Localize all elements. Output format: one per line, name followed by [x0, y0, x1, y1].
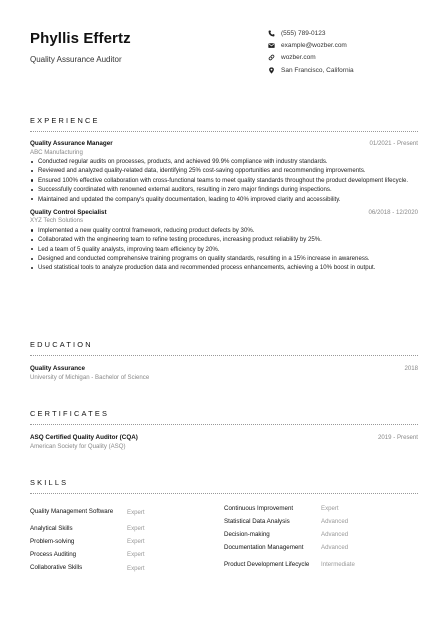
education-entry	[30, 365, 418, 381]
email-icon	[268, 42, 275, 49]
skill-name: Quality Management Software	[30, 508, 114, 516]
skill-name: Collaborative Skills	[30, 564, 83, 572]
list-item: Reviewed and analyzed quality-related data, identifying 25% cost-saving opportunities and recommending improvements.	[30, 167, 418, 174]
list-item: Designed and conducted comprehensive training programs on quality standards, resulting in a 15% increase in awareness.	[30, 255, 418, 262]
list-item: Ensured 100% effective collaboration with cross-functional teams to meet quality standards throughout the product development lifecycle.	[30, 177, 418, 184]
experience-title: EXPERIENCE	[30, 116, 100, 125]
candidate-role: Quality Assurance Auditor	[30, 55, 122, 64]
certificates-title: CERTIFICATES	[30, 409, 110, 418]
education-section	[30, 340, 418, 381]
skill-name: Decision-making	[224, 531, 270, 539]
certificate-issuer: American Society for Quality (ASQ)	[30, 442, 126, 450]
skill-row	[224, 541, 418, 554]
education-school: University of Michigan - Bachelor of Science	[30, 373, 150, 381]
list-item: Maintained and updated the company's quality documentation, leading to 40% improved clarity and accessibility.	[30, 196, 418, 203]
list-item: Led a team of 5 quality analysts, improving team efficiency by 20%.	[30, 246, 418, 253]
certificate-dates: 2019 - Present	[378, 434, 418, 441]
contact-website	[268, 52, 448, 64]
job-dates: 01/2021 - Present	[369, 140, 418, 147]
education-divider	[30, 355, 418, 356]
job-title: Quality Assurance Manager	[30, 140, 113, 147]
certificates-divider	[30, 424, 418, 425]
skill-level: Expert	[127, 551, 145, 559]
skill-row	[30, 548, 224, 561]
skill-row	[30, 502, 224, 522]
skill-name: Analytical Skills	[30, 524, 73, 532]
list-item: Successfully coordinated with renowned external auditors, resulting in zero major findings during inspections.	[30, 186, 418, 193]
contact-location	[268, 64, 448, 76]
education-degree: Quality Assurance	[30, 365, 86, 372]
skill-row	[224, 502, 418, 515]
contact-phone-text: (555) 789-0123	[281, 29, 326, 37]
contact-email-text: example@wozber.com	[281, 41, 347, 49]
skill-row	[30, 535, 224, 548]
education-title: EDUCATION	[30, 340, 93, 349]
skills-grid	[30, 502, 418, 575]
skill-name: Documentation Management	[224, 544, 304, 552]
skill-level: Expert	[127, 538, 145, 546]
skills-divider	[30, 493, 418, 494]
certificate-entry	[30, 434, 418, 450]
skill-level: Advanced	[321, 531, 349, 539]
skill-name: Continuous Improvement	[224, 504, 294, 512]
contact-block	[268, 27, 448, 76]
list-item: Conducted regular audits on processes, products, and achieved 99.9% compliance with industry standards.	[30, 158, 418, 165]
skill-row	[224, 515, 418, 528]
contact-email	[268, 39, 448, 51]
link-icon	[268, 54, 275, 61]
certificate-name: ASQ Certified Quality Auditor (CQA)	[30, 434, 138, 441]
skill-row	[224, 528, 418, 541]
job-company: XYZ Tech Solutions	[30, 217, 84, 225]
list-item: Used statistical tools to analyze production data and recommended process enhancements, achieving a 10% boost in output.	[30, 264, 418, 271]
phone-icon	[268, 30, 275, 37]
job-dates: 06/2018 - 12/2020	[368, 208, 418, 216]
skill-level: Expert	[127, 508, 145, 516]
experience-section	[30, 116, 418, 274]
job-entry	[30, 140, 418, 203]
contact-website-text: wozber.com	[281, 54, 316, 62]
skill-name: Product Development Lifecycle	[224, 560, 310, 568]
contact-location-text: San Francisco, California	[281, 66, 354, 74]
skill-row	[30, 522, 224, 535]
skills-title: SKILLS	[30, 478, 69, 487]
skills-column-right	[224, 502, 418, 575]
skill-level: Advanced	[321, 518, 349, 526]
resume-header	[30, 30, 418, 122]
skill-row	[224, 555, 418, 575]
experience-divider	[30, 131, 418, 132]
skills-section	[30, 478, 418, 575]
skill-level: Expert	[321, 505, 339, 512]
education-year: 2018	[404, 365, 418, 372]
skill-level: Expert	[127, 525, 145, 533]
location-icon	[268, 67, 275, 74]
job-entry	[30, 209, 418, 272]
job-bullets	[30, 158, 418, 203]
skill-name: Process Auditing	[30, 551, 77, 559]
skill-name: Statistical Data Analysis	[224, 517, 290, 525]
list-item: Collaborated with the engineering team to refine testing procedures, increasing product reliability by 25%.	[30, 236, 418, 243]
job-title: Quality Control Specialist	[30, 208, 107, 216]
skills-column-left	[30, 502, 224, 575]
skill-level: Intermediate	[321, 561, 355, 569]
skill-level: Advanced	[321, 544, 349, 552]
skill-level: Expert	[127, 564, 145, 572]
job-company: ABC Manufacturing	[30, 148, 83, 156]
skill-row	[30, 562, 224, 575]
contact-phone	[268, 27, 448, 39]
skill-name: Problem-solving	[30, 538, 75, 546]
certificates-section	[30, 409, 418, 450]
list-item: Implemented a new quality control framework, reducing product defects by 30%.	[30, 227, 418, 234]
candidate-name: Phyllis Effertz	[30, 30, 131, 47]
job-bullets	[30, 227, 418, 272]
